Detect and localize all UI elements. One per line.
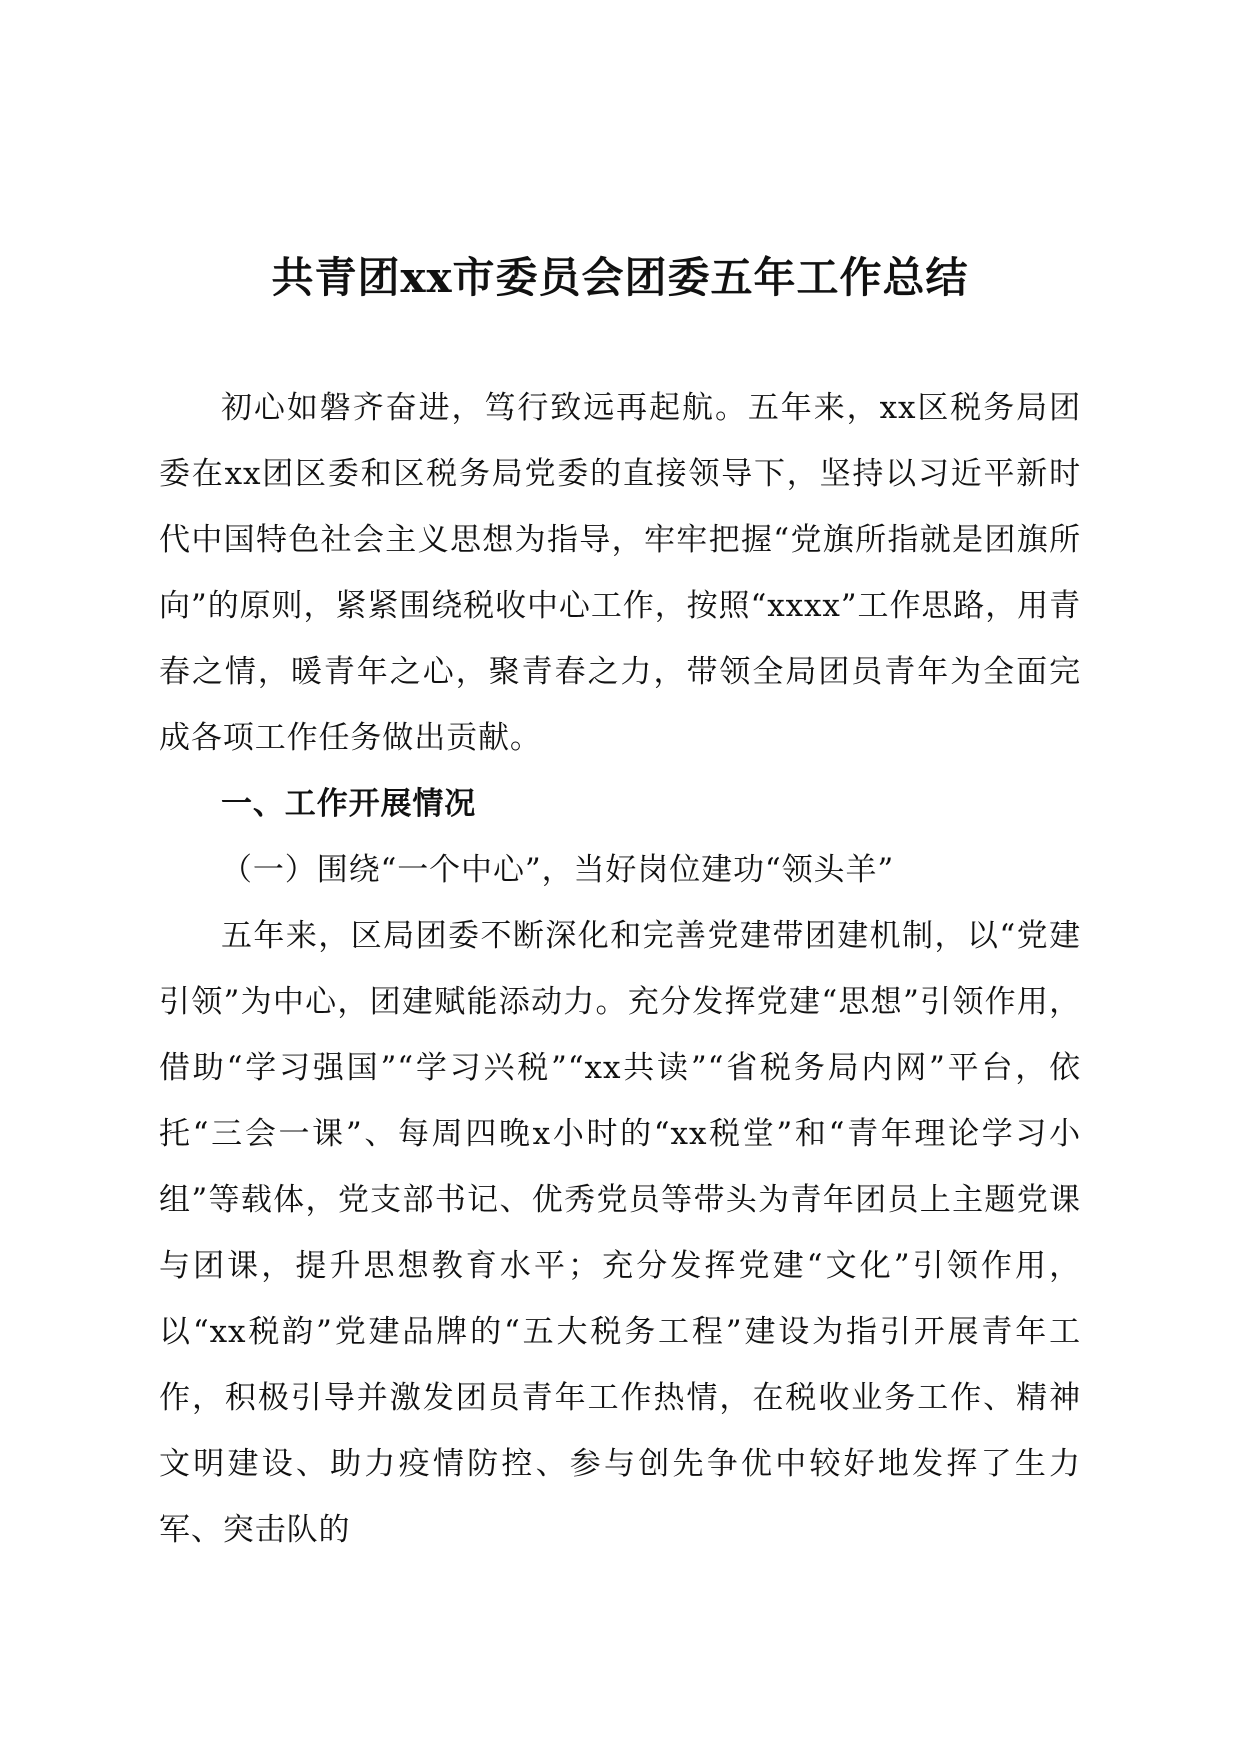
subsection-paragraph: 五年来，区局团委不断深化和完善党建带团建机制，以“党建引领”为中心，团建赋能添动力。充分发挥党建“思想”引领作用，借助“学习强国”“学习兴税”“xx共读”“省税务局内网”平台，依托“三会一课”、每周四晚x小时的“xx税堂”和“青年理论学习小组”等载体，党支部书记、优秀党员等带头为青年团员上主题党课与团课，提升思想教育水平；充分发挥党建“文化”引领作用，以“xx税韵”党建品牌的“五大税务工程”建设为指引开展青年工作，积极引导并激发团员青年工作热情，在税收业务工作、精神文明建设、助力疫情防控、参与创先争优中较好地发挥了生力军、突击队的	[159, 918, 1081, 1548]
intro-paragraph: 初心如磐齐奋进，笃行致远再起航。五年来，xx区税务局团委在xx团区委和区税务局党委的直接领导下，坚持以习近平新时代中国特色社会主义思想为指导，牢牢把握“党旗所指就是团旗所向”的原则，紧紧围绕税收中心工作，按照“xxxx”工作思路，用青春之情，暖青年之心，聚青春之力，带领全局团员青年为全面完成各项工作任务做出贡献。	[159, 390, 1081, 756]
section-heading: 一、工作开展情况	[221, 786, 477, 822]
document-body	[159, 375, 1081, 1563]
subsection-heading: （一）围绕“一个中心”，当好岗位建功“领头羊”	[221, 852, 895, 888]
document-title: 共青团xx市委员会团委五年工作总结	[271, 253, 969, 302]
